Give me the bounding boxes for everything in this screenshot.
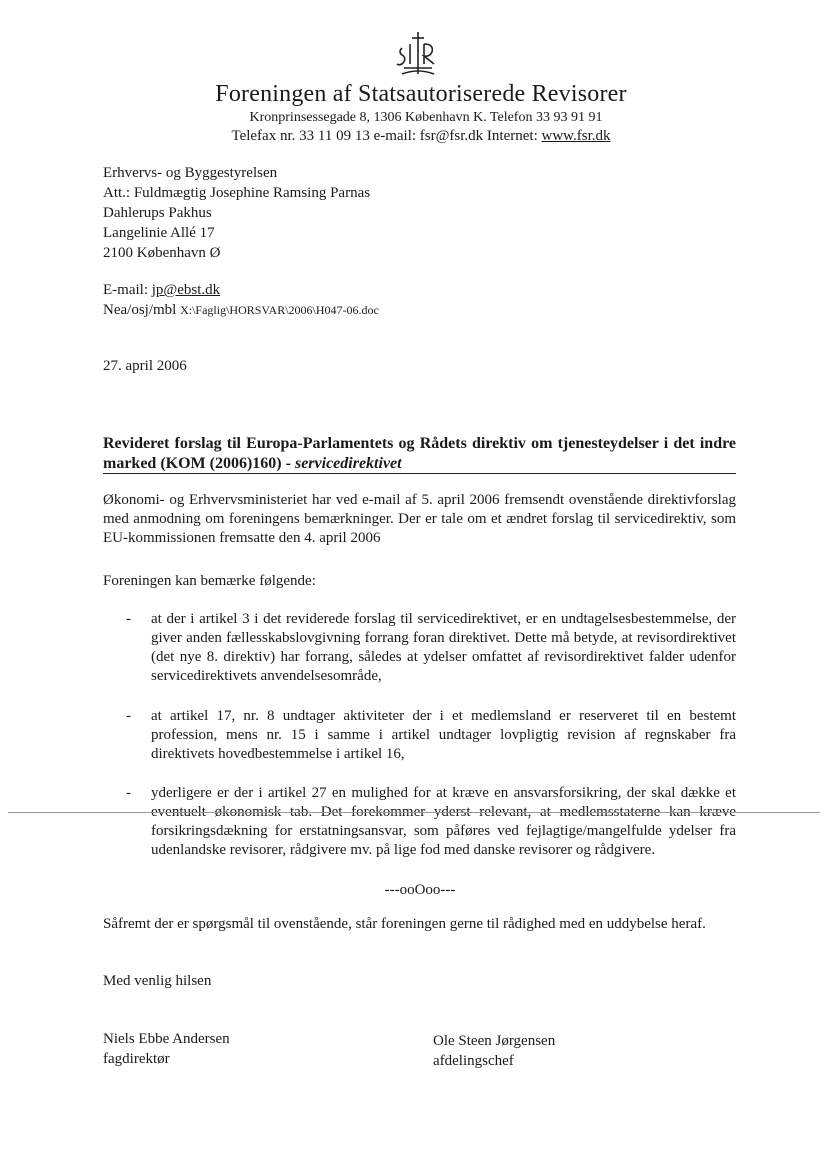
bullet-item-2: at artikel 17, nr. 8 undtager aktiviteter der i et medlemsland er reserveret til en bestemt profession, mens nr. 15 i samme i artikel undtager lovpligtig revision af regnskaber fra direktivets hovedbestemmelse i artikel 16, xyxy=(151,708,736,762)
email-line xyxy=(103,281,220,300)
organization-name: Foreningen af Statsautoriserede Revisorer xyxy=(215,81,627,107)
subject-italic: servicedirektivet xyxy=(294,455,402,472)
contact-details: Telefax nr. 33 11 09 13 e-mail: fsr@fsr.dk Internet: xyxy=(231,128,542,144)
bullet-item-1: at der i artikel 3 i det reviderede forslag til servicedirektivet, er en undtagelsesbestemmelse, der giver anden fællesskabslovgivning forrang foran direktivet. Dette må betyde, at revisordirektivet (det nye 8. direktiv) har forrang, således at ydelser omfattet af revisordirektivet falder udenfor servicedirektivets anvendelsesområde, xyxy=(151,611,736,684)
letter-date: 27. april 2006 xyxy=(103,358,187,374)
signatory-name: Niels Ebbe Andersen xyxy=(103,1031,230,1047)
subject-heading xyxy=(103,434,736,474)
recipient-line: Langelinie Allé 17 xyxy=(103,225,215,241)
body-paragraph-3: Såfremt der er spørgsmål til ovenstående, står foreningen gerne til rådighed med en uddybelse heraf. xyxy=(103,916,706,932)
body-paragraph-2: Foreningen kan bemærke følgende: xyxy=(103,573,316,589)
organization-contact xyxy=(0,127,826,146)
closing-greeting: Med venlig hilsen xyxy=(103,973,212,989)
section-separator: ---ooOoo--- xyxy=(384,882,456,898)
signatory-title: afdelingschef xyxy=(433,1053,514,1069)
subject-main: Revideret forslag til Europa-Parlamentets og Rådets direktiv om tjenesteydelser i det indre marked (KOM (2006)160) - xyxy=(103,435,736,472)
reference-initials: Nea/osj/mbl xyxy=(103,302,181,318)
email-label: E-mail: xyxy=(103,282,152,298)
bullet-marker: - xyxy=(126,708,131,724)
body-paragraph-1: Økonomi- og Erhvervsministeriet har ved e-mail af 5. april 2006 fremsendt ovenstående direktivforslag med anmodning om foreningens bemærkninger. Der er tale om et ændret forslag til servicedirektiv, som EU-kommissionen fremsatte den 4. april 2006 xyxy=(103,492,736,546)
recipient-line: Att.: Fuldmægtig Josephine Ramsing Parnas xyxy=(103,185,371,201)
recipient-address xyxy=(103,164,370,264)
fold-mark-line xyxy=(8,812,820,813)
website-link[interactable]: www.fsr.dk xyxy=(541,128,611,144)
recipient-line: Erhvervs- og Byggestyrelsen xyxy=(103,165,278,181)
fsr-logo-icon xyxy=(392,30,444,80)
signature-block-2 xyxy=(433,1032,555,1072)
bullet-marker: - xyxy=(126,611,131,627)
email-link[interactable]: jp@ebst.dk xyxy=(151,282,221,298)
bullet-marker: - xyxy=(126,785,131,801)
recipient-line: 2100 København Ø xyxy=(103,245,221,261)
reference-path: X:\Faglig\HORSVAR\2006\H047-06.doc xyxy=(180,303,379,317)
signatory-title: fagdirektør xyxy=(103,1051,170,1067)
reference-line xyxy=(103,301,379,320)
organization-address: Kronprinsessegade 8, 1306 København K. Telefon 33 93 91 91 xyxy=(249,110,603,125)
bullet-item-3: yderligere er der i artikel 27 en mulighed for at kræve en ansvarsforsikring, der skal dække et eventuelt økonomisk tab. Det forekommer yderst relevant, at medlemsstaterne kan kræve forsikringsdækning for erstatningsansvar, som påføres ved fejlagtige/mangelfulde ydelser fra udenlandske revisorer, rådgivere mv. på lige fod med danske revisorer og rådgivere. xyxy=(151,785,736,858)
signatory-name: Ole Steen Jørgensen xyxy=(433,1033,556,1049)
signature-block-1 xyxy=(103,1030,230,1070)
subject-divider xyxy=(103,473,736,474)
recipient-line: Dahlerups Pakhus xyxy=(103,205,212,221)
